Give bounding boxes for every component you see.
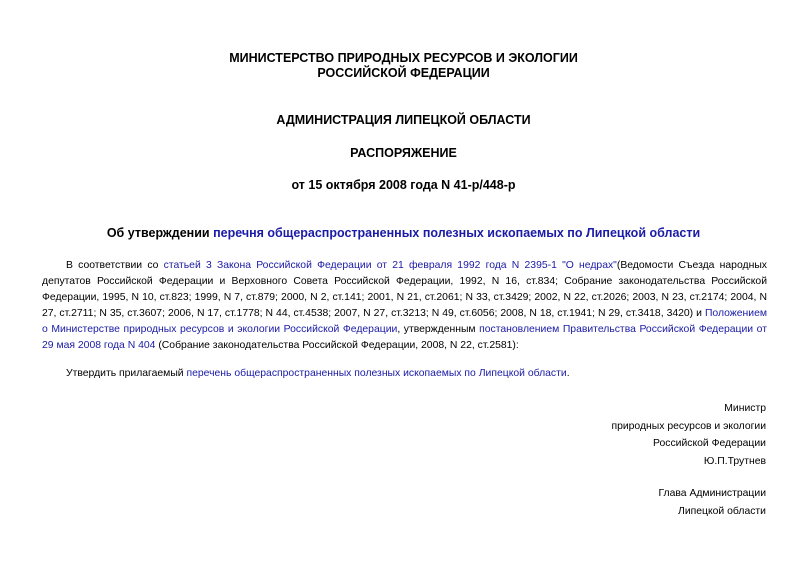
- document-type: РАСПОРЯЖЕНИЕ: [350, 146, 457, 160]
- government-decree-link[interactable]: постановлением Правительства Российской Федерации от 29 мая 2008 года N 404: [42, 324, 767, 351]
- para1-text-4: (Собрание законодательства Российской Федерации, 2008, N 22, ст.2581):: [155, 340, 519, 351]
- paragraph-approve: [40, 366, 767, 382]
- document-title: [40, 225, 767, 241]
- signature-governor-line-1: Глава Администрации: [658, 488, 766, 499]
- document-date-number: от 15 октября 2008 года N 41-р/448-р: [291, 178, 516, 192]
- signature-governor: [40, 485, 767, 520]
- law-article-link[interactable]: статьей 3 Закона Российской Федерации от 21 февраля 1992 года N 2395-1 "О недрах": [163, 260, 617, 271]
- signature-governor-line-2: Липецкой области: [678, 505, 766, 517]
- title-link[interactable]: перечня общераспространенных полезных ископаемых по Липецкой области: [213, 226, 701, 240]
- para1-text-2: (Ведомости Съезда народных депутатов Российской Федерации и Верховного Совета Российской Федерации, 1992, N 16, ст.834; Собрание законодательства Российской Федерации, 1995, N 10, ст.823; 1999, N 7, ст.879; 2000, N 2, ст.141; 2001, N 21, ст.2061; N 33, ст.3429; 2002, N 22, ст.2026; 2003, N 23, ст.2174; 2004, N 27, ст.2711; N 35, ст.3607; 2006, N 17, ст.1778; N 44, ст.4538; 2007, N 27, ст.3213; N 49, ст.6056; 2008, N 18, ст.1941; N 29, ст.3418, 3420) и: [42, 260, 767, 319]
- signature-minister-name: Ю.П.Трутнев: [703, 455, 766, 467]
- para1-text-3: , утвержденным: [397, 324, 480, 335]
- para1-text-1: В соответствии со: [66, 260, 164, 271]
- title-prefix: Об утверждении: [106, 226, 214, 240]
- signature-minister-line-3: Российской Федерации: [653, 438, 766, 449]
- signature-minister: [40, 400, 767, 470]
- para2-text-2: .: [566, 368, 570, 379]
- ministry-heading: [40, 0, 767, 81]
- ministry-line-2: РОССИЙСКОЙ ФЕДЕРАЦИИ: [317, 66, 490, 80]
- signature-minister-line-2: природных ресурсов и экологии: [611, 420, 766, 432]
- ministry-line-1: МИНИСТЕРСТВО ПРИРОДНЫХ РЕСУРСОВ И ЭКОЛОГИИ: [229, 51, 578, 65]
- signature-minister-line-1: Министр: [724, 403, 766, 414]
- paragraph-basis: [40, 258, 767, 354]
- para2-text-1: Утвердить прилагаемый: [66, 368, 187, 379]
- ministry-regulation-link[interactable]: Положением о Министерстве природных ресурсов и экологии Российской Федерации: [42, 308, 767, 335]
- administration-heading: АДМИНИСТРАЦИЯ ЛИПЕЦКОЙ ОБЛАСТИ: [276, 113, 531, 127]
- minerals-list-link[interactable]: перечень общераспространенных полезных ископаемых по Липецкой области: [186, 368, 567, 379]
